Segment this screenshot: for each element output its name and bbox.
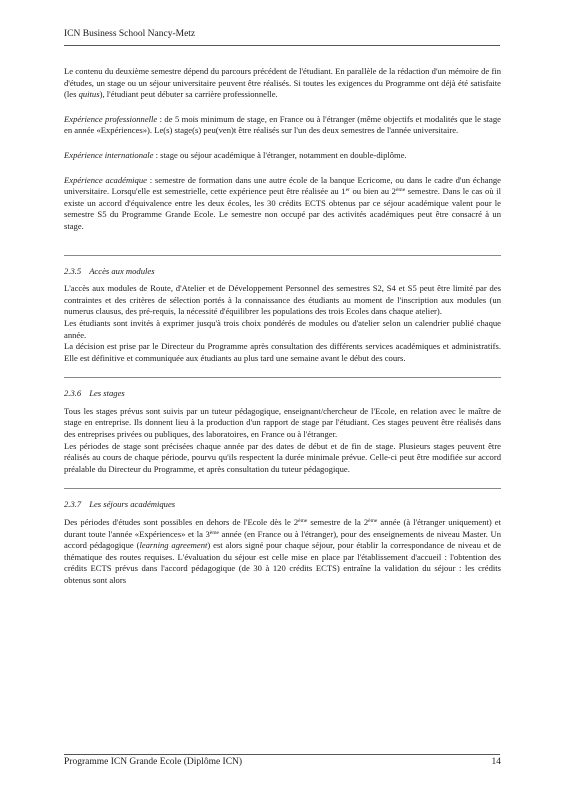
section-number: 2.3.7 [64,499,82,510]
section-number: 2.3.6 [64,388,82,399]
page-number: 14 [491,757,501,767]
experience-intl-paragraph [64,150,501,162]
experience-acad-paragraph [64,175,501,233]
section-number: 2.3.5 [64,265,82,276]
experience-pro-paragraph [64,114,501,137]
section-235-paragraph-2: Les étudiants sont invités à exprimer jusqu'à trois choix pondérés de modules ou d'atelier selon un calendrier publié chaque année. [64,317,501,340]
footer-rule [64,754,500,755]
intro-paragraph [64,66,501,101]
section-title: Les stages [89,388,125,399]
superscript: ème [209,529,219,536]
learning-agreement-term: learning agreement [139,540,208,551]
superscript: ème [298,518,308,525]
experience-pro-text: : de 5 mois minimum de stage, en France ou à l'étranger (même objectifs et modalités que le stage en année «Expériences»). Le(s) stage(s) peu(ven)t être réalisés sur l'un des deux semestres de l'année universitaire. [64,113,501,136]
intro-text-a: Le contenu du deuxième semestre dépend du parcours précédent de l'étudiant. En parallèle de la rédaction d'un mémoire de fin d'études, un stage ou un séjour universitaire peuvent être réalisés. Si toutes les exigences du Programme ont déjà été satisfaite (les [64,66,501,100]
page-content [64,66,501,587]
experience-acad-text-b: ou bien au 2 [349,186,396,197]
experience-pro-label: Expérience professionnelle [64,113,158,124]
section-237-text-e: ) est alors signé pour chaque séjour, pour établir la correspondance de niveau et de thématique des routes requises. L'évaluation du séjour est celle mise en place par l'établissement d'accueil : l'obtention des crédits ECTS prévus dans l'accord pédagogique (de 30 à 120 crédits ECTS) entraîne la validation du séjour : les crédits obtenus sont alors [64,540,501,585]
experience-acad-text-a: : semestre de formation dans une autre école de la banque Ecricome, ou dans le cadre d'un échange universitaire. Lorsqu'elle est semestrielle, cette expérience peut être réalisée au 1 [64,174,501,197]
page-footer: Programme ICN Grande Ecole (Diplôme ICN) [64,757,243,767]
section-237-text-a: Des périodes d'études sont possibles en dehors de l'Ecole dès le 2 [64,517,299,528]
section-236-paragraph-1: Tous les stages prévus sont suivis par un tuteur pédagogique, enseignant/chercheur de l'Ecole, en relation avec le maître de stage en entreprise. Ils donnent lieu à la production d'un rapport de stage par l'étudiant. Ces stages peuvent être réalisés dans des entreprises privées ou publiques, des laboratoires, en France ou à l'étranger. [64,405,501,440]
experience-acad-label: Expérience académique [64,174,147,185]
section-235-paragraph-3: La décision est prise par le Directeur du Programme après consultation des différents services académiques et administratifs. Elle est définitive et communiquée aux étudiants au plus tard une semaine avant le début des cours. [64,341,501,363]
section-237-text-c: année (à l'étranger uniquement) et durant toute l'année «Expériences» et la 3 [64,517,501,539]
section-divider [64,255,501,256]
superscript: ème [395,187,406,194]
experience-intl-text: : stage ou séjour académique à l'étranger, notamment en double-diplôme. [153,149,407,160]
superscript: ème [368,518,378,525]
section-heading-sejours [64,499,501,511]
section-title: Accès aux modules [89,265,155,276]
section-236-paragraph-2: Les périodes de stage sont précisées chaque année par des dates de début et de fin de stage. Plusieurs stages peuvent être réalisés au cours de chaque période, pourvu qu'ils respectent la durée minimale prévue. Celle-ci peut être modifiée sur accord préalable du Directeur du Programme, et après consultation du tuteur pédagogique. [64,440,501,474]
section-divider [64,488,501,489]
section-title: Les séjours académiques [89,499,176,510]
header-rule [64,45,500,46]
section-237-paragraph-1 [64,517,501,587]
intro-quitus: quitus [78,89,100,100]
superscript: er [345,187,350,194]
intro-text-b: ), l'étudiant peut débuter sa carrière professionnelle. [99,89,278,100]
section-heading-acces-modules [64,266,501,278]
page-header: ICN Business School Nancy-Metz [64,29,196,39]
section-235-paragraph-1: L'accès aux modules de Route, d'Atelier et de Développement Personnel des semestres S2, S4 et S5 peut être limité par des contraintes et des critères de sélection portés à la connaissance des étudiants au moment de l'inscription aux modules (un numerus clausus, des pré-requis, la nécessité d'équilibrer les populations des trois Ecoles dans chaque atelier). [64,283,501,317]
section-heading-stages [64,388,501,400]
experience-intl-label: Expérience internationale [64,149,154,160]
experience-acad-text-c: semestre. Dans le cas où il existe un accord d'équivalence entre les deux écoles, les 30 crédits ECTS obtenus par ce séjour académique valent pour le semestre S5 du Programme Grande Ecole. Le semestre non occupé par des activités académiques peut être consacré à un stage. [64,186,502,231]
section-237-text-b: semestre de la 2 [307,517,369,528]
section-divider [64,377,501,378]
section-237-text-d: année (en France ou à l'étranger), pour des enseignements de niveau Master. Un accord pédagogique ( [64,528,501,551]
